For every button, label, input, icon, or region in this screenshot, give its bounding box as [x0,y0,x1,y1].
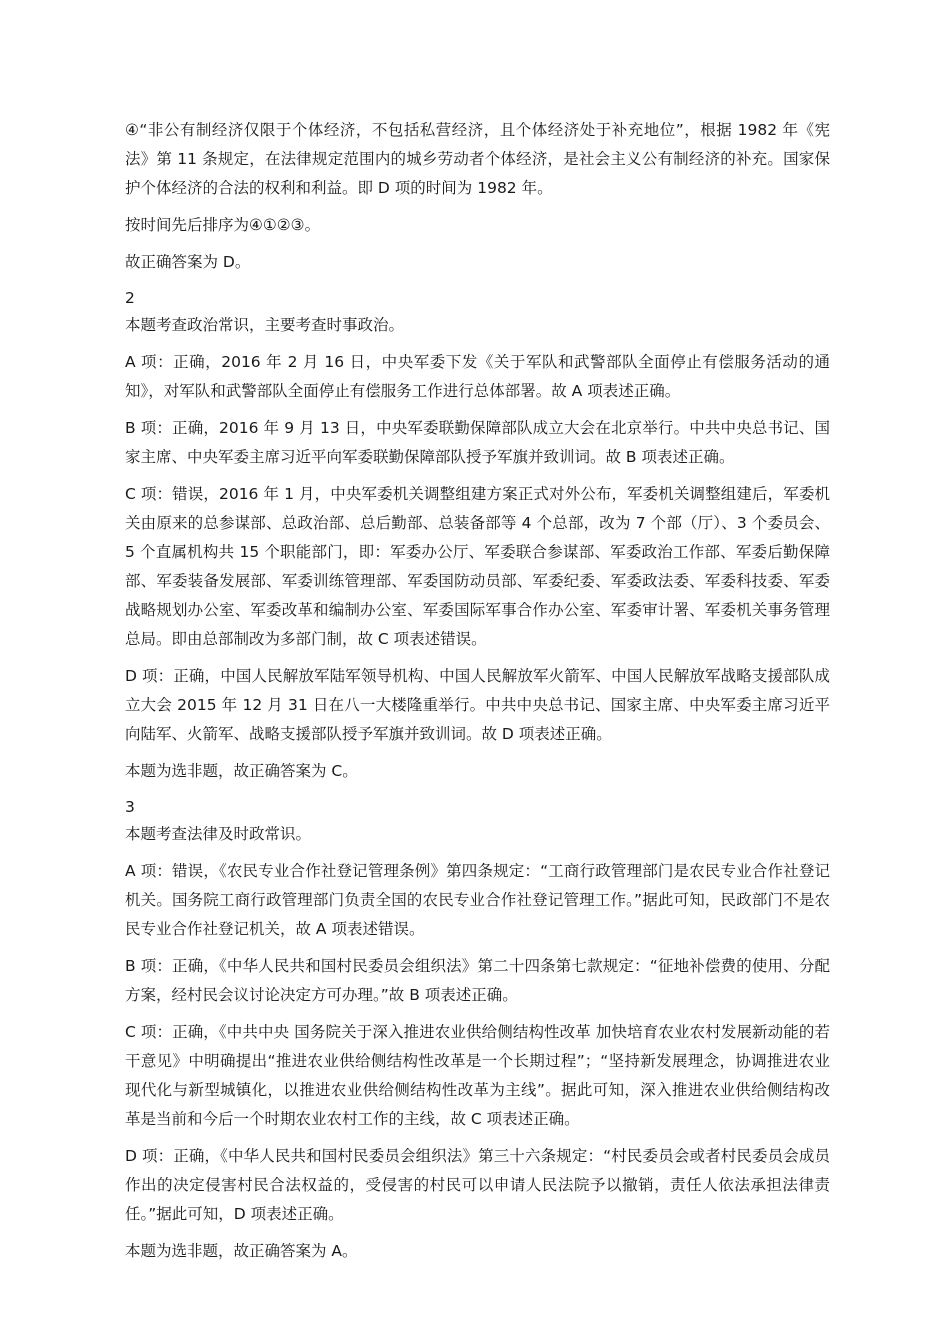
paragraph: 本题为选非题，故正确答案为 A。 [125,1242,358,1260]
paragraph: C 项：错误，2016 年 1 月，中央军委机关调整组建方案正式对外公布，军委机关调整组建后，军委机关由原来的总参谋部、总政治部、总后勤部、总装备部等 4 个总部，改为 7 个部（厅）、3 个委员会、5 个直属机构共 15 个职能部门，即：军委办公厅、军委联合参谋部、军委政治工作部、军委后勤保障部、军委装备发展部、军委训练管理部、军委国防动员部、军委纪委、军委政法委、军委科技委、军委战略规划办公室、军委改革和编制办公室、军委国际军事合作办公室、军委审计署、军委机关事务管理总局。即由总部制改为多部门制，故 C 项表述错误。 [125,485,830,648]
question-number: 3 [125,798,135,816]
paragraph: A 项：正确，2016 年 2 月 16 日，中央军委下发《关于军队和武警部队全面停止有偿服务活动的通知》，对军队和武警部队全面停止有偿服务工作进行总体部署。故 A 项表述正确。 [125,353,830,400]
paragraph: 故正确答案为 D。 [125,253,251,271]
paragraph: 本题考查法律及时政常识。 [125,825,312,843]
paragraph: D 项：正确，中国人民解放军陆军领导机构、中国人民解放军火箭军、中国人民解放军战略支援部队成立大会 2015 年 12 月 31 日在八一大楼隆重举行。中共中央总书记、国家主席、中央军委主席习近平向陆军、火箭军、战略支援部队授予军旗并致训词。故 D 项表述正确。 [125,667,830,743]
paragraph: ④“非公有制经济仅限于个体经济，不包括私营经济，且个体经济处于补充地位”，根据 1982 年《宪法》第 11 条规定，在法律规定范围内的城乡劳动者个体经济，是社会主义公有制经济的补充。国家保护个体经济的合法的权利和利益。即 D 项的时间为 1982 年。 [125,121,830,197]
question-number: 2 [125,289,135,307]
paragraph: A 项：错误，《农民专业合作社登记管理条例》第四条规定：“工商行政管理部门是农民专业合作社登记机关。国务院工商行政管理部门负责全国的农民专业合作社登记管理工作。”据此可知，民政部门不是农民专业合作社登记机关，故 A 项表述错误。 [125,862,830,938]
paragraph: B 项：正确，2016 年 9 月 13 日，中央军委联勤保障部队成立大会在北京举行。中共中央总书记、国家主席、中央军委主席习近平向军委联勤保障部队授予军旗并致训词。故 B 项表述正确。 [125,419,830,466]
paragraph: D 项：正确，《中华人民共和国村民委员会组织法》第三十六条规定：“村民委员会或者村民委员会成员作出的决定侵害村民合法权益的，受侵害的村民可以申请人民法院予以撤销，责任人依法承担法律责任。”据此可知，D 项表述正确。 [125,1147,830,1223]
paragraph: 按时间先后排序为④①②③。 [125,216,321,234]
paragraph: 本题考查政治常识，主要考查时事政治。 [125,316,405,334]
paragraph: C 项：正确，《中共中央 国务院关于深入推进农业供给侧结构性改革 加快培育农业农村发展新动能的若干意见》中明确提出“推进农业供给侧结构性改革是一个长期过程”；“坚持新发展理念，协调推进农业现代化与新型城镇化，以推进农业供给侧结构性改革为主线”。据此可知，深入推进农业供给侧结构改革是当前和今后一个时期农业农村工作的主线，故 C 项表述正确。 [125,1023,830,1128]
paragraph: 本题为选非题，故正确答案为 C。 [125,762,358,780]
paragraph: B 项：正确，《中华人民共和国村民委员会组织法》第二十四条第七款规定：“征地补偿费的使用、分配方案，经村民会议讨论决定方可办理。”故 B 项表述正确。 [125,957,830,1004]
document-body [125,116,830,1274]
